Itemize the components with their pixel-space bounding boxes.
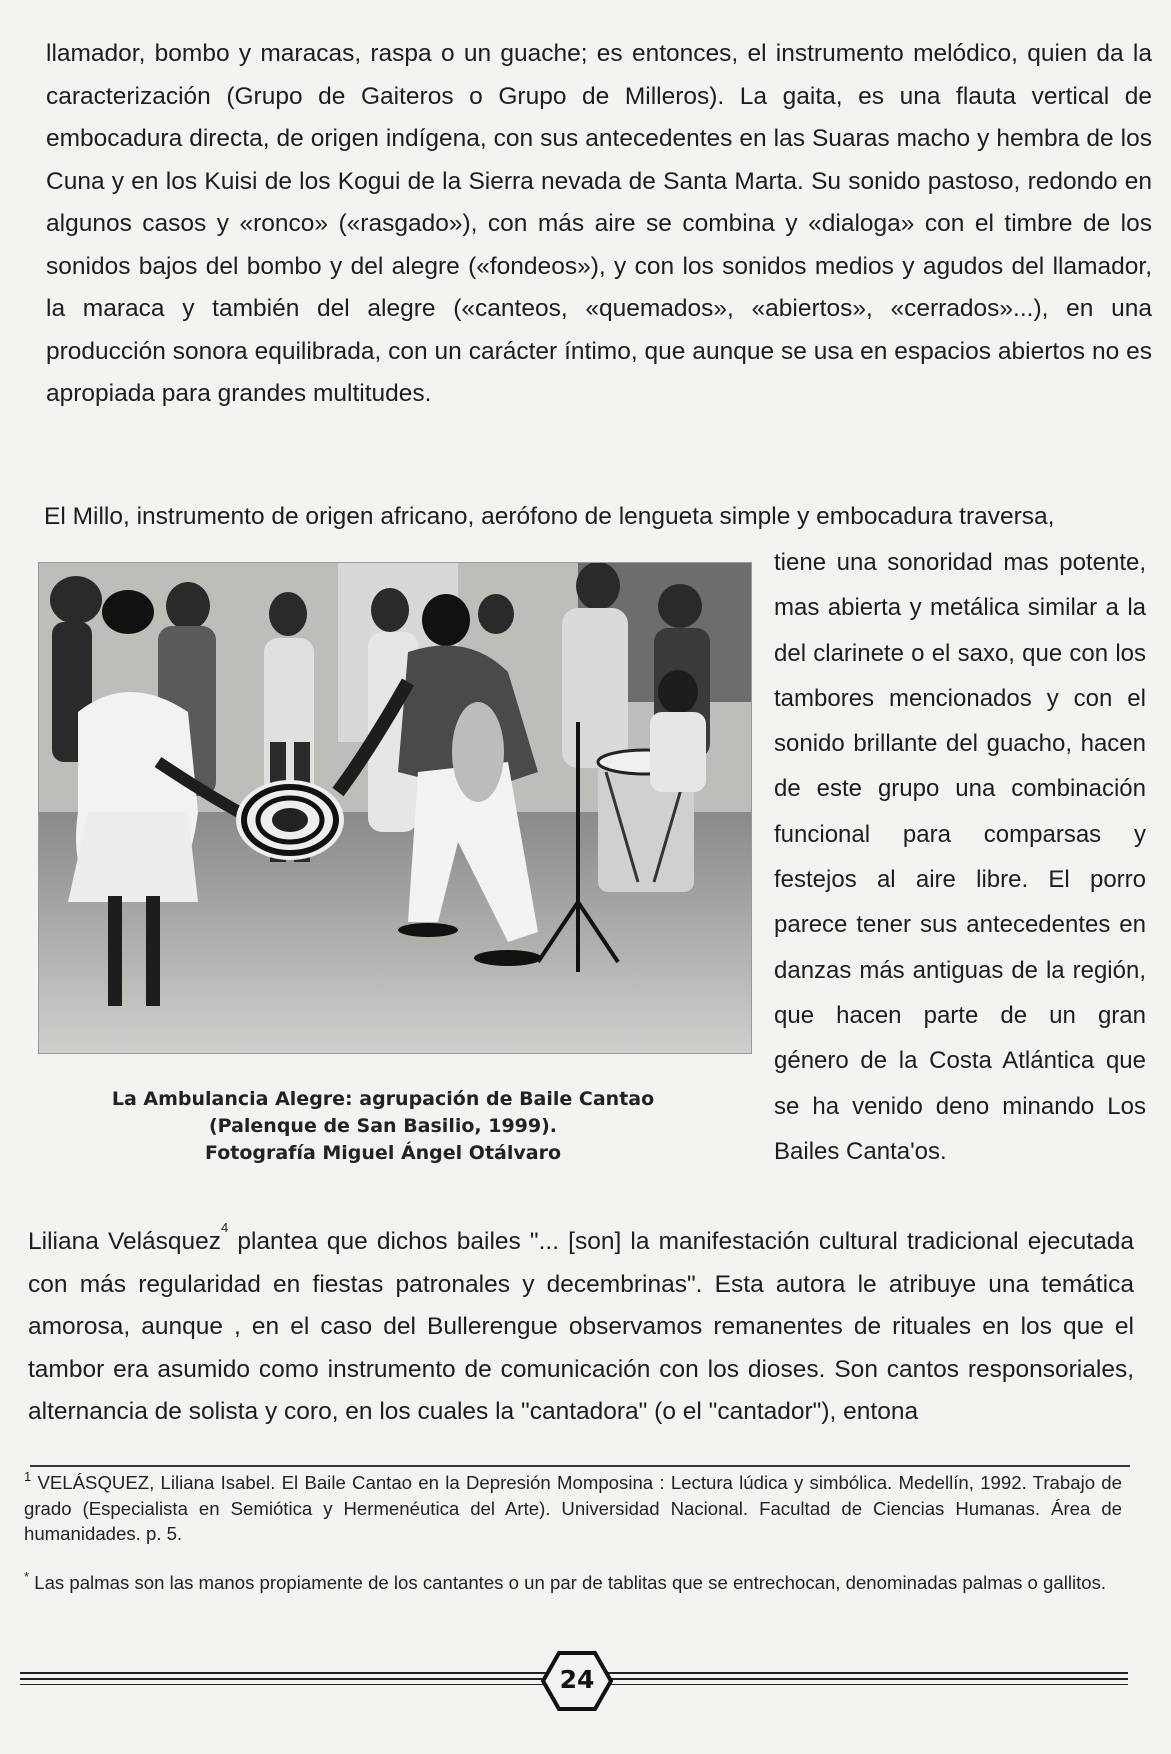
paragraph-millo-side: tiene una sonoridad mas potente, mas abierta y metálica similar a la del clarinete o el saxo, que con los tambores mencionados y con el sonido brillante del guacho, hacen de este grupo una combinación funcional para comparsas y festejos al aire libre. El porro parece tener sus antecedentes en danzas más antiguas de la región, que hacen parte de un gran género de la Costa Atlántica que se ha venido deno minando Los Bailes Canta'os. bbox=[774, 549, 1146, 1165]
footnote-palmas bbox=[24, 1570, 1122, 1596]
figure-caption bbox=[96, 1086, 670, 1167]
footnote-reference: 4 bbox=[221, 1220, 229, 1235]
paragraph-millo-lead: El Millo, instrumento de origen africano, aerófono de lengueta simple y embocadura traversa, bbox=[44, 503, 1055, 530]
page-number: 24 bbox=[559, 1665, 595, 1694]
caption-title: La Ambulancia Alegre: agrupación de Baile Cantao bbox=[111, 1088, 655, 1110]
cited-author: Liliana Velásquez bbox=[28, 1228, 222, 1255]
paragraph-velasquez bbox=[28, 1221, 1134, 1434]
footnote-divider bbox=[30, 1465, 1130, 1467]
footnote-marker: * bbox=[24, 1569, 30, 1584]
paragraph-gaita: llamador, bombo y maracas, raspa o un guache; es entonces, el instrumento melódico, quien da la caracterización (Grupo de Gaiteros o Grupo de Milleros). La gaita, es una flauta vertical de embocadura directa, de origen indígena, con sus antecedentes en las Suaras macho y hembra de los Cuna y en los Kuisi de los Kogui de la Sierra nevada de Santa Marta. Su sonido pastoso, redondo en algunos casos y «ronco» («rasgado»), con más aire se combina y «dialoga» con el timbre de los sonidos bajos del bombo y del alegre («fondeos»), y con los sonidos medios y agudos del llamador, la maraca y también del alegre («canteos, «quemados», «abiertos», «cerrados»...), en una producción sonora equilibrada, con un carácter íntimo, que aunque se usa en espacios abiertos no es apropiada para grandes multitudes. bbox=[46, 40, 1152, 407]
footnote-text: VELÁSQUEZ, Liliana Isabel. El Baile Cantao en la Depresión Momposina : Lectura lúdica y simbólica. Medellín, 1992. Trabajo de grado (Especialista en Semiótica y Hermenéutica del Arte). Universidad Nacional. Facultad de Ciencias Humanas. Área de humanidades. p. 5. bbox=[24, 1472, 1122, 1544]
photo-baile-cantao bbox=[38, 562, 752, 1054]
footnote-text: Las palmas son las manos propiamente de los cantantes o un par de tablitas que se entrechocan, denominadas palmas o gallitos. bbox=[29, 1572, 1107, 1593]
dance-photo bbox=[38, 562, 752, 1054]
hat-vueltiao-icon bbox=[236, 780, 344, 860]
caption-place: (Palenque de San Basilio, 1999). bbox=[208, 1115, 558, 1137]
caption-credit: Fotografía Miguel Ángel Otálvaro bbox=[204, 1142, 561, 1164]
paragraph-velasquez-text: plantea que dichos bailes "... [son] la manifestación cultural tradicional ejecutada con más regularidad en fiestas patronales y decembrinas". Esta autora le atribuye una temática amorosa, aunque , en el caso del Bullerengue observamos remanentes de rituales en los que el tambor era asumido como instrumento de comunicación con los dioses. Son cantos responsoriales, alternancia de solista y coro, en los cuales la "cantadora" (o el "cantador"), entona bbox=[28, 1228, 1134, 1425]
footnote-1 bbox=[24, 1470, 1122, 1547]
footnote-marker: 1 bbox=[24, 1469, 32, 1484]
